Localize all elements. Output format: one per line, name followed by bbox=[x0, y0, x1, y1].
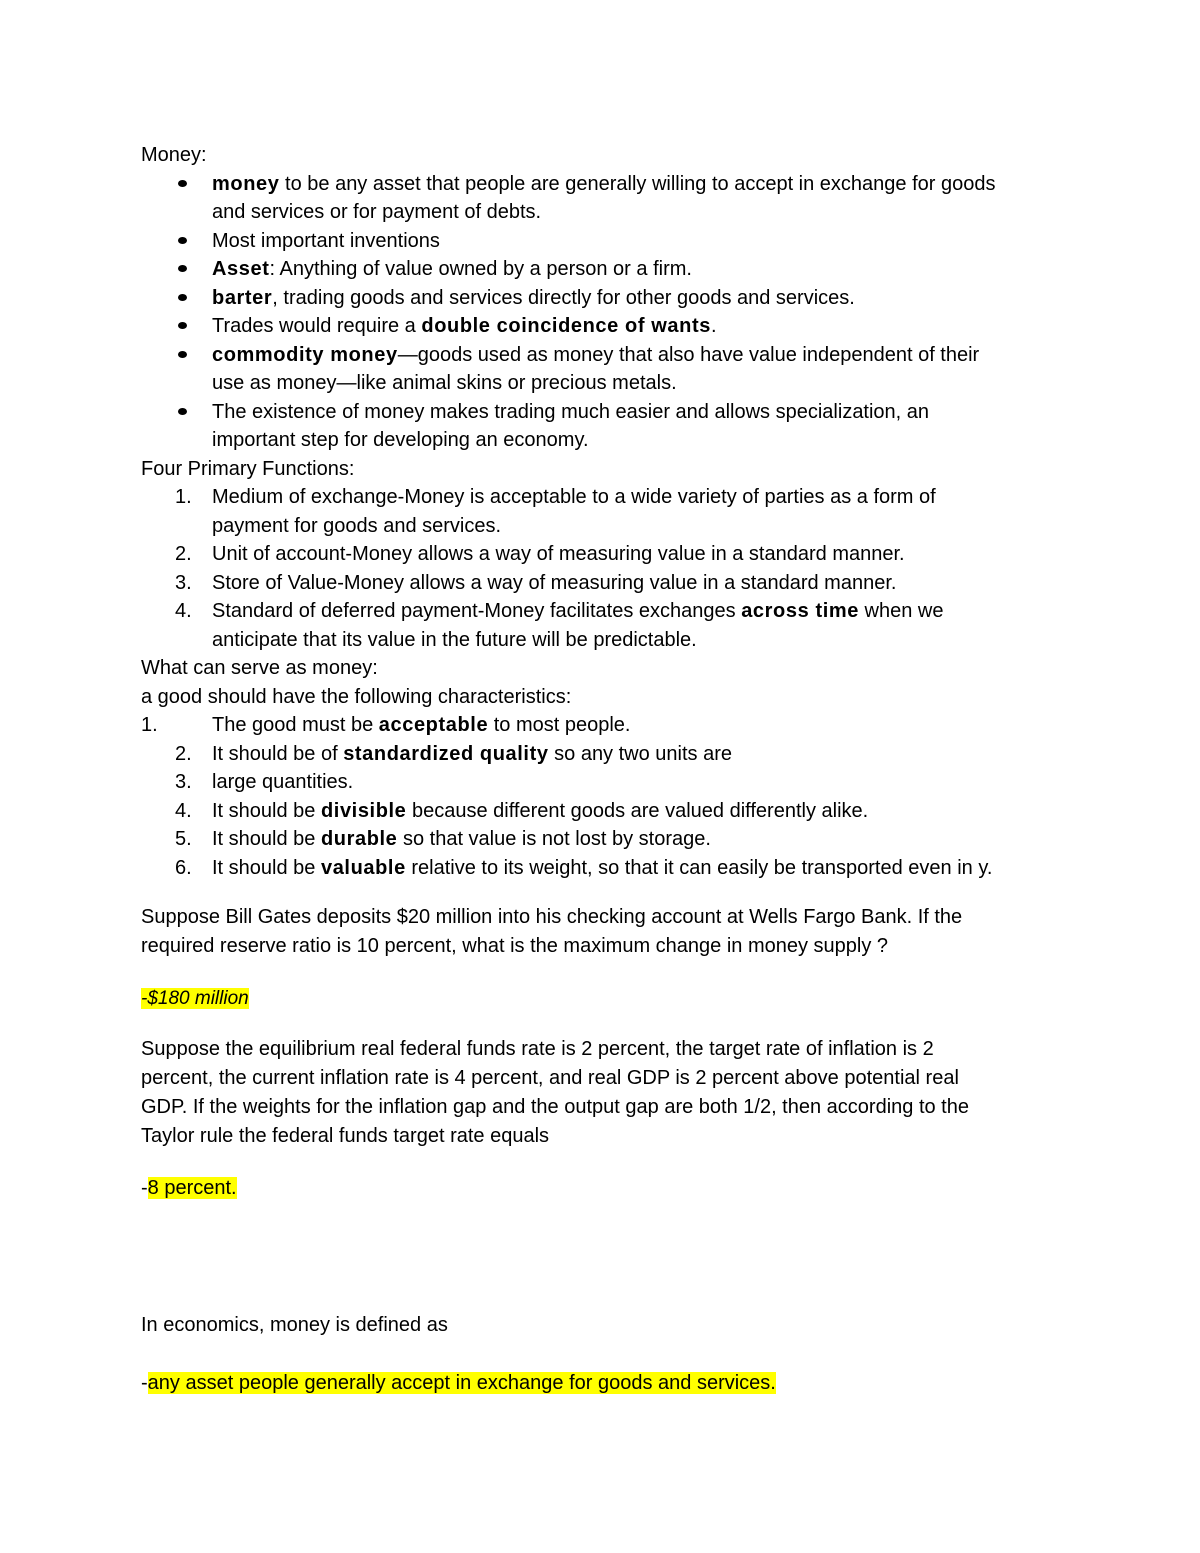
question-3 bbox=[141, 1311, 1071, 1340]
list-item bbox=[141, 540, 1071, 569]
bullet-icon bbox=[178, 180, 187, 187]
term-bold: double coincidence of wants bbox=[421, 315, 711, 337]
list-item bbox=[141, 569, 1071, 598]
item-text: relative to its weight, so that it can easily be transported even in y. bbox=[405, 856, 993, 879]
bullet-icon bbox=[178, 322, 187, 329]
item-text: large quantities. bbox=[212, 771, 354, 793]
question-text: percent, the current inflation rate is 4 percent, and real GDP is 2 percent above potential real bbox=[141, 1067, 959, 1089]
item-text-cont: and services or for payment of debts. bbox=[212, 201, 542, 223]
term-bold: divisible bbox=[320, 799, 407, 822]
answer-prefix: - bbox=[141, 1372, 148, 1394]
bullet-icon bbox=[178, 351, 187, 358]
list-item bbox=[141, 597, 1071, 654]
item-text-cont: important step for developing an economy. bbox=[212, 429, 589, 451]
question-2 bbox=[141, 1035, 1071, 1151]
question-text: GDP. If the weights for the inflation gap and the output gap are both 1/2, then according to the bbox=[141, 1096, 969, 1118]
list-item bbox=[141, 284, 1071, 313]
question-1 bbox=[141, 903, 1071, 961]
list-item bbox=[141, 227, 1071, 256]
item-number: 2. bbox=[175, 543, 192, 565]
item-text-cont: payment for goods and services. bbox=[212, 514, 502, 537]
answer-prefix: - bbox=[141, 988, 148, 1009]
item-number: 1. bbox=[175, 486, 192, 508]
item-text-cont: use as money—like animal skins or precious metals. bbox=[212, 372, 677, 394]
term-bold: standardized quality bbox=[343, 742, 549, 765]
list-item bbox=[141, 170, 1071, 227]
bullet-icon bbox=[178, 265, 187, 272]
term-bold: commodity money bbox=[212, 343, 398, 366]
question-text: Taylor rule the federal funds target rate equals bbox=[141, 1125, 550, 1147]
item-text: so any two units are bbox=[548, 742, 733, 765]
item-text: to be any asset that people are generally willing to accept in exchange for goods bbox=[279, 172, 996, 195]
functions-heading: Four Primary Functions: bbox=[141, 457, 355, 480]
item-text: It should be bbox=[212, 799, 321, 822]
serve-subheading: a good should have the following characteristics: bbox=[141, 685, 572, 708]
item-text: Medium of exchange-Money is acceptable to a wide variety of parties as a form of bbox=[212, 486, 936, 508]
item-text: The good must be bbox=[212, 714, 379, 736]
list-item bbox=[141, 797, 1071, 826]
item-number: 6. bbox=[175, 856, 192, 879]
question-text: Suppose the equilibrium real federal funds rate is 2 percent, the target rate of inflation is 2 bbox=[141, 1038, 934, 1060]
answer-highlight: 8 percent. bbox=[147, 1177, 237, 1199]
term-bold: durable bbox=[320, 828, 398, 850]
item-text-cont: anticipate that its value in the future will be predictable. bbox=[212, 628, 697, 651]
item-number: 4. bbox=[175, 799, 192, 822]
list-item bbox=[141, 341, 1071, 398]
bullet-icon bbox=[178, 408, 187, 415]
answer-1 bbox=[141, 984, 1071, 1013]
item-text: It should be of bbox=[212, 742, 344, 765]
list-item bbox=[141, 312, 1071, 341]
money-heading: Money: bbox=[141, 144, 207, 166]
item-text: . bbox=[710, 315, 717, 337]
question-text: required reserve ratio is 10 percent, what is the maximum change in money supply ? bbox=[141, 935, 889, 957]
answer-highlight: $180 million bbox=[147, 988, 249, 1009]
term-bold: across time bbox=[741, 600, 859, 622]
item-text: because different goods are valued differently alike. bbox=[406, 799, 869, 822]
item-text: Most important inventions bbox=[212, 229, 440, 252]
item-text: Store of Value-Money allows a way of measuring value in a standard manner. bbox=[212, 571, 897, 594]
item-number: 1. bbox=[141, 714, 158, 736]
list-item bbox=[141, 711, 1071, 740]
money-section bbox=[141, 141, 1071, 882]
list-item bbox=[141, 255, 1071, 284]
item-text: Unit of account-Money allows a way of measuring value in a standard manner. bbox=[212, 543, 905, 565]
term-bold: Asset bbox=[212, 258, 270, 280]
item-text: to most people. bbox=[488, 714, 631, 736]
item-number: 5. bbox=[175, 828, 192, 850]
item-number: 4. bbox=[175, 600, 192, 622]
serve-heading: What can serve as money: bbox=[141, 657, 378, 679]
answer-prefix: - bbox=[141, 1177, 148, 1199]
item-text: The existence of money makes trading much easier and allows specialization, an bbox=[212, 400, 930, 423]
answer-2 bbox=[141, 1174, 1071, 1203]
list-item bbox=[141, 854, 1071, 883]
item-text: Trades would require a bbox=[212, 315, 422, 337]
list-item bbox=[141, 398, 1071, 455]
list-item bbox=[141, 825, 1071, 854]
item-text: so that value is not lost by storage. bbox=[397, 828, 711, 850]
term-bold: barter bbox=[212, 286, 273, 309]
item-number: 2. bbox=[175, 742, 192, 765]
item-text: —goods used as money that also have value independent of their bbox=[397, 343, 980, 366]
item-number: 3. bbox=[175, 771, 192, 793]
answer-3 bbox=[141, 1369, 1071, 1398]
item-text: when we bbox=[858, 600, 944, 622]
question-text: Suppose Bill Gates deposits $20 million into his checking account at Wells Fargo Bank. If the bbox=[141, 906, 963, 928]
item-text: : Anything of value owned by a person or a firm. bbox=[269, 258, 692, 280]
item-text: It should be bbox=[212, 856, 321, 879]
bullet-icon bbox=[178, 294, 187, 301]
list-item bbox=[141, 740, 1071, 769]
item-text: , trading goods and services directly for other goods and services. bbox=[272, 286, 855, 309]
list-item bbox=[141, 768, 1071, 797]
term-bold: acceptable bbox=[378, 714, 489, 736]
answer-highlight: any asset people generally accept in exchange for goods and services. bbox=[147, 1372, 776, 1394]
question-text: In economics, money is defined as bbox=[141, 1314, 448, 1336]
term-bold: money bbox=[212, 172, 280, 195]
item-text: It should be bbox=[212, 828, 321, 850]
bullet-icon bbox=[178, 237, 187, 244]
item-text: Standard of deferred payment-Money facilitates exchanges bbox=[212, 600, 742, 622]
item-number: 3. bbox=[175, 571, 192, 594]
term-bold: valuable bbox=[320, 856, 406, 879]
list-item bbox=[141, 483, 1071, 540]
